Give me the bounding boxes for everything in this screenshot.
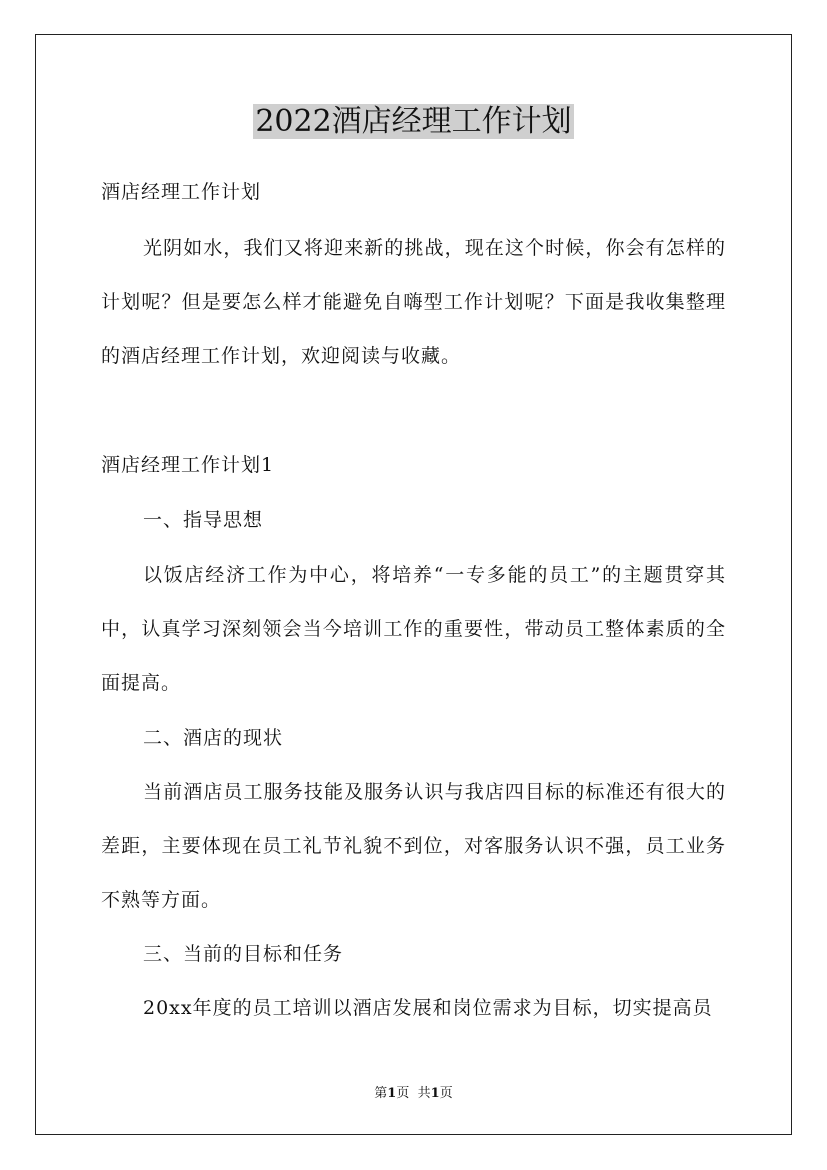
footer-total-number: 1 [430, 1086, 440, 1101]
paragraph-intro: 光阴如水，我们又将迎来新的挑战，现在这个时候，你会有怎样的计划呢？但是要怎么样才能避免自嗨型工作计划呢？下面是我收集整理的酒店经理工作计划，欢迎阅读与收藏。 [101, 237, 726, 367]
paragraph-subheading-goals: 三、当前的目标和任务 [143, 943, 344, 965]
document-title-text: 2022酒店经理工作计划 [255, 104, 572, 139]
document-title [0, 100, 827, 144]
footer-page-suffix: 页 [396, 1086, 410, 1101]
footer-total-suffix: 页 [439, 1086, 453, 1101]
paragraph-section-heading: 酒店经理工作计划1 [101, 454, 275, 476]
paragraph-subheading-guiding-idea: 一、指导思想 [143, 509, 264, 531]
paragraph-heading-intro: 酒店经理工作计划 [101, 181, 262, 203]
paragraph-goals-body: 20xx年度的员工培训以酒店发展和岗位需求为目标，切实提高员 [143, 997, 713, 1019]
paragraph-guiding-idea-body: 以饭店经济工作为中心，将培养“一专多能的员工”的主题贯穿其中，认真学习深刻领会当今培训工作的重要性，带动员工整体素质的全面提高。 [101, 564, 726, 694]
footer-total-prefix: 共 [417, 1086, 431, 1101]
footer-page-prefix: 第 [374, 1086, 388, 1101]
footer-page-number: 1 [387, 1086, 397, 1101]
paragraph-subheading-current-status: 二、酒店的现状 [143, 727, 284, 749]
paragraph-current-status-body: 当前酒店员工服务技能及服务认识与我店四目标的标准还有很大的差距，主要体现在员工礼节礼貌不到位，对客服务认识不强，员工业务不熟等方面。 [101, 781, 726, 911]
page-footer [0, 1085, 827, 1103]
